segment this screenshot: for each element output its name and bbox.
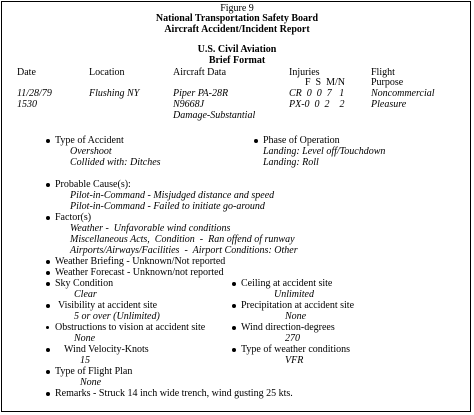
- obstructions-value: None: [74, 333, 96, 344]
- wind-velocity-label: Wind Velocity-Knots: [64, 344, 149, 355]
- precipitation-value: None: [285, 311, 307, 322]
- bullet-icon: [254, 139, 258, 143]
- record-px-injuries: PX-0 0 2 2: [289, 99, 345, 110]
- figure-number: Figure 9: [220, 3, 254, 14]
- bullet-icon: [46, 271, 50, 275]
- bullet-icon: [46, 216, 50, 220]
- sky-condition-value: Clear: [74, 289, 97, 300]
- agency-title: National Transportation Safety Board: [155, 13, 319, 24]
- factor-item: Airports/Airways/Facilities - Airport Conditions: Other: [70, 245, 298, 256]
- ceiling-label: Ceiling at accident site: [241, 278, 333, 289]
- weather-conditions-label: Type of weather conditions: [241, 344, 350, 355]
- bullet-icon: [232, 282, 236, 286]
- phase-of-operation-label: Phase of Operation: [263, 135, 340, 146]
- record-registration: N9668J: [173, 99, 205, 110]
- bullet-icon: [232, 304, 236, 308]
- visibility-value: 5 or over (Unlimited): [74, 311, 160, 322]
- flight-plan-label: Type of Flight Plan: [55, 366, 133, 377]
- precipitation-label: Precipitation at accident site: [241, 300, 355, 311]
- bullet-icon: [46, 326, 49, 329]
- column-injuries: Injuries: [289, 67, 320, 78]
- probable-cause-item: Pilot-in-Command - Misjudged distance and speed: [70, 190, 275, 201]
- bullet-icon: [46, 282, 50, 286]
- column-injury-codes: F S M/N: [305, 77, 346, 88]
- record-purpose: Pleasure: [371, 99, 407, 110]
- record-cr-injuries: CR 0 0 7 1: [289, 88, 345, 99]
- bullet-icon: [46, 139, 50, 143]
- record-flight-type: Noncommercial: [371, 88, 435, 99]
- column-purpose: Purpose: [371, 77, 404, 88]
- bullet-icon: [232, 326, 236, 330]
- factor-item: Miscellaneous Acts, Condition - Ran offend of runway: [70, 234, 295, 245]
- type-of-accident-label: Type of Accident: [55, 135, 124, 146]
- visibility-label: Visibility at accident site: [58, 300, 158, 311]
- record-damage: Damage-Substantial: [173, 110, 256, 121]
- phase-of-operation-value: Landing: Level off/Touchdown: [263, 146, 386, 157]
- probable-cause-item: Pilot-in-Command - Failed to initiate go-around: [70, 201, 265, 212]
- probable-causes-label: Probable Cause(s):: [55, 179, 131, 190]
- record-date: 11/28/79: [17, 88, 52, 99]
- record-aircraft-model: Piper PA-28R: [173, 88, 229, 99]
- sky-condition-label: Sky Condition: [55, 278, 114, 289]
- ceiling-value: Unlimited: [274, 289, 314, 300]
- phase-of-operation-value: Landing: Roll: [263, 157, 319, 168]
- type-of-accident-value: Collided with: Ditches: [70, 157, 161, 168]
- bullet-icon: [46, 370, 50, 374]
- bullet-icon: [46, 183, 50, 187]
- column-aircraft: Aircraft Data: [173, 67, 227, 78]
- column-flight: Flight: [371, 67, 395, 78]
- wind-direction-value: 270: [285, 333, 300, 344]
- type-of-accident-value: Overshoot: [70, 146, 112, 157]
- wind-velocity-value: 15: [80, 355, 90, 366]
- bullet-icon: [46, 260, 50, 264]
- remarks: Remarks - Struck 14 inch wide trench, wind gusting 25 kts.: [55, 388, 293, 399]
- factor-item: Weather - Unfavorable wind conditions: [70, 223, 231, 234]
- factors-label: Factor(s): [55, 212, 92, 223]
- report-title: Aircraft Accident/Incident Report: [164, 24, 310, 35]
- weather-forecast: Weather Forecast - Unknown/not reported: [55, 267, 224, 278]
- column-date: Date: [17, 67, 36, 78]
- bullet-icon: [46, 348, 50, 352]
- bullet-icon: [46, 304, 50, 308]
- weather-briefing: Weather Briefing - Unknown/Not reported: [55, 256, 226, 267]
- flight-plan-value: None: [80, 377, 102, 388]
- weather-conditions-value: VFR: [285, 355, 304, 366]
- record-location: Flushing NY: [89, 88, 140, 99]
- column-location: Location: [89, 67, 125, 78]
- bullet-icon: [46, 392, 50, 396]
- wind-direction-label: Wind direction-degrees: [241, 322, 335, 333]
- report-category: U.S. Civil Aviation: [197, 44, 277, 55]
- bullet-icon: [232, 348, 236, 352]
- record-time: 1530: [17, 99, 37, 110]
- obstructions-label: Obstructions to vision at accident site: [55, 322, 206, 333]
- report-format: Brief Format: [208, 55, 266, 66]
